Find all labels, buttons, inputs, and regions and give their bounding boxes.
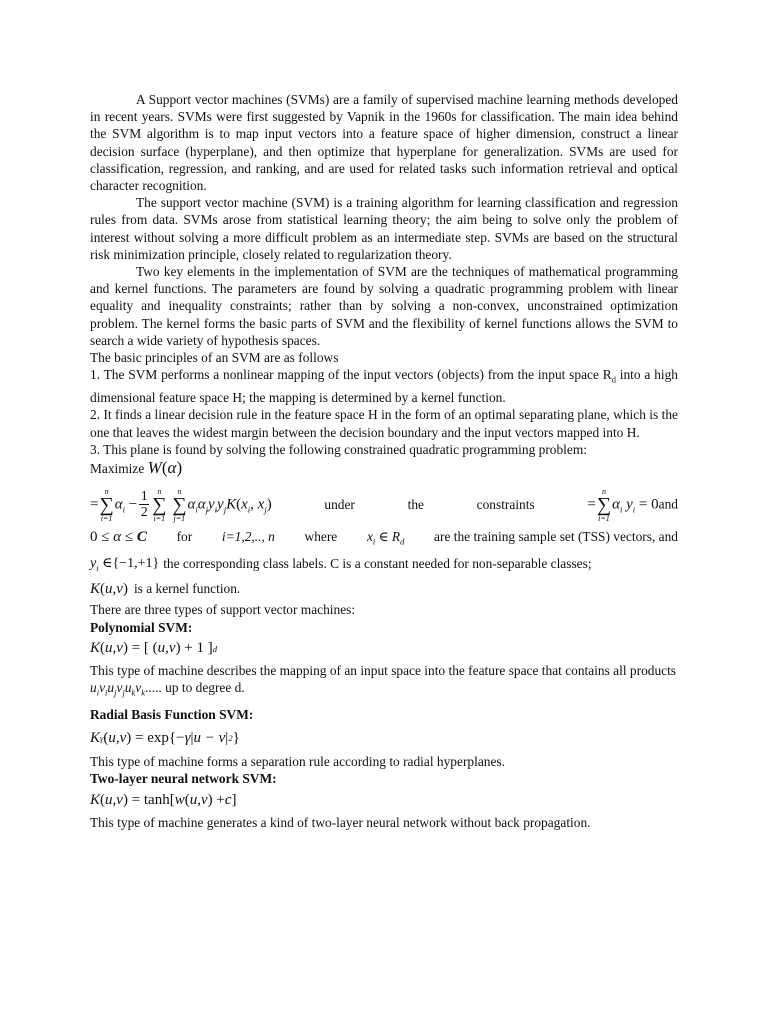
yi-set: $y_i$ ∈{−1,+1} [90,555,160,573]
paragraph-svm-training: The support vector machine (SVM) is a training algorithm for learning classification and regression rules from data. SVMs arose from statistical learning theory; the aim being to solve only the problem of interest without solving a more difficult problem as an intermediate step. SVMs are based on the structural risk minimization principle, closely related to regularization theory. [90,195,678,262]
paragraph-intro: A Support vector machines (SVMs) are a family of supervised machine learning methods developed in recent years. SVMs were first suggested by Vapnik in the 1960s for classification. The main idea behind the SVM algorithm is to map input vectors into a feature space of higher dimension, construct a linear decision surface (hyperplane), and then optimize that hyperplane for generalization. SVMs are used for classification, regression, and ranking, and are used for related tasks such information retrieval and optical character recognition. [90,92,678,194]
objective-formula-row [90,485,678,525]
polynomial-description: This type of machine describes the mapping of an input space into the feature space that contains all products [90,662,677,678]
polynomial-degree-text: ..... up to degree d. [145,680,245,696]
principle-item-3: 3. This plane is found by solving the following constrained quadratic programming problem: [90,441,587,457]
principle-item-1 [90,366,678,406]
objective-formula: = n ∑ i=1 $\alpha_i$ − $\frac{1}{2}$ n ∑ i=1 n ∑ j=1 $\alpha_i\alpha_jy_iy_jK(x_i$, $x_j$) [90,486,272,523]
objective-function: W(α) [147,457,183,477]
two-layer-kernel-formula: K ( u,v ) = tanh[ w ( u,v ) + c ] [90,792,237,808]
index-range: i=1,2,.., n [221,528,275,544]
for-label: for [176,528,193,544]
rbf-kernel-formula: K γ ( u,v ) = exp{− γ | u − v | 2 } [90,729,240,746]
and-label: and [658,496,678,512]
alpha-bound: 0 ≤ α ≤ C [90,528,147,545]
constraint-formula: = n ∑ i=1 $\alpha_i$ $y_i = 0and$ [587,486,678,523]
summation-symbol-j: n ∑ j=1 [172,486,187,523]
section-heading-two-layer: Two-layer neural network SVM: [90,771,277,787]
kernel-function-symbol: K(u,v) [90,581,128,598]
section-heading-rbf: Radial Basis Function SVM: [90,706,254,722]
where-label: where [304,528,338,544]
summation-symbol: n ∑ i=1 [99,486,114,523]
class-labels-line [90,554,678,578]
constraint-range-line [90,527,678,552]
principle-item-2: 2. It finds a linear decision rule in the feature space H in the form of an optimal separating plane, which is the one that leaves the widest margin between the decision boundary and the input vectors mapped into H. [90,407,678,440]
under-label: under [324,496,355,512]
principle-item-1-subscript: d [611,374,616,385]
principle-item-1-cont: into a high dimensional feature space H; the mapping is determined by a kernel function. [90,367,678,406]
principle-item-1-text: 1. The SVM performs a nonlinear mapping of the input vectors (objects) from the input space R [90,367,612,383]
maximize-label: Maximize [90,460,145,476]
paragraph-key-elements: Two key elements in the implementation of SVM are the techniques of mathematical programming and kernel functions. The parameters are found by solving a quadratic programming problem with linear equality and inequality constraints; rather than by solving a non-convex, unconstrained optimization problem. The kernel forms the basic parts of SVM and the flexibility of kernel functions allows the SVM to search a wide variety of hypothesis spaces. [90,264,678,348]
two-layer-description: This type of machine generates a kind of two-layer neural network without back propagation. [90,814,591,830]
products-term: $u_iv_iu_jv_ju_kv_k$ [90,680,146,698]
summation-symbol-i: n ∑ i=1 [152,486,167,523]
polynomial-products-line [90,679,678,702]
polynomial-kernel-formula: K ( u,v ) = [ ( u,v ) + 1 ] d [90,640,218,657]
the-label: the [407,496,424,512]
kernel-text: is a kernel function. [133,581,241,597]
section-heading-polynomial: Polynomial SVM: [90,619,193,635]
maximize-line [90,458,678,479]
principles-intro: The basic principles of an SVM are as follows [90,350,339,366]
types-intro: There are three types of support vector machines: [90,602,356,618]
kernel-line [90,579,678,599]
rbf-description: This type of machine forms a separation rule according to radial hyperplanes. [90,754,505,770]
constraints-label: constraints [476,496,535,512]
labels-text: the corresponding class labels. C is a constant needed for non-separable classes; [163,555,592,571]
summation-symbol-constraint: n ∑ i=1 [596,486,612,523]
tss-text: are the training sample set (TSS) vectors, and [434,528,678,544]
document-page [90,91,678,831]
half-fraction: $\frac{1}{2}$ [140,489,148,521]
xi-in-rd: $x_i$ ∈ $R_d$ [366,528,405,547]
